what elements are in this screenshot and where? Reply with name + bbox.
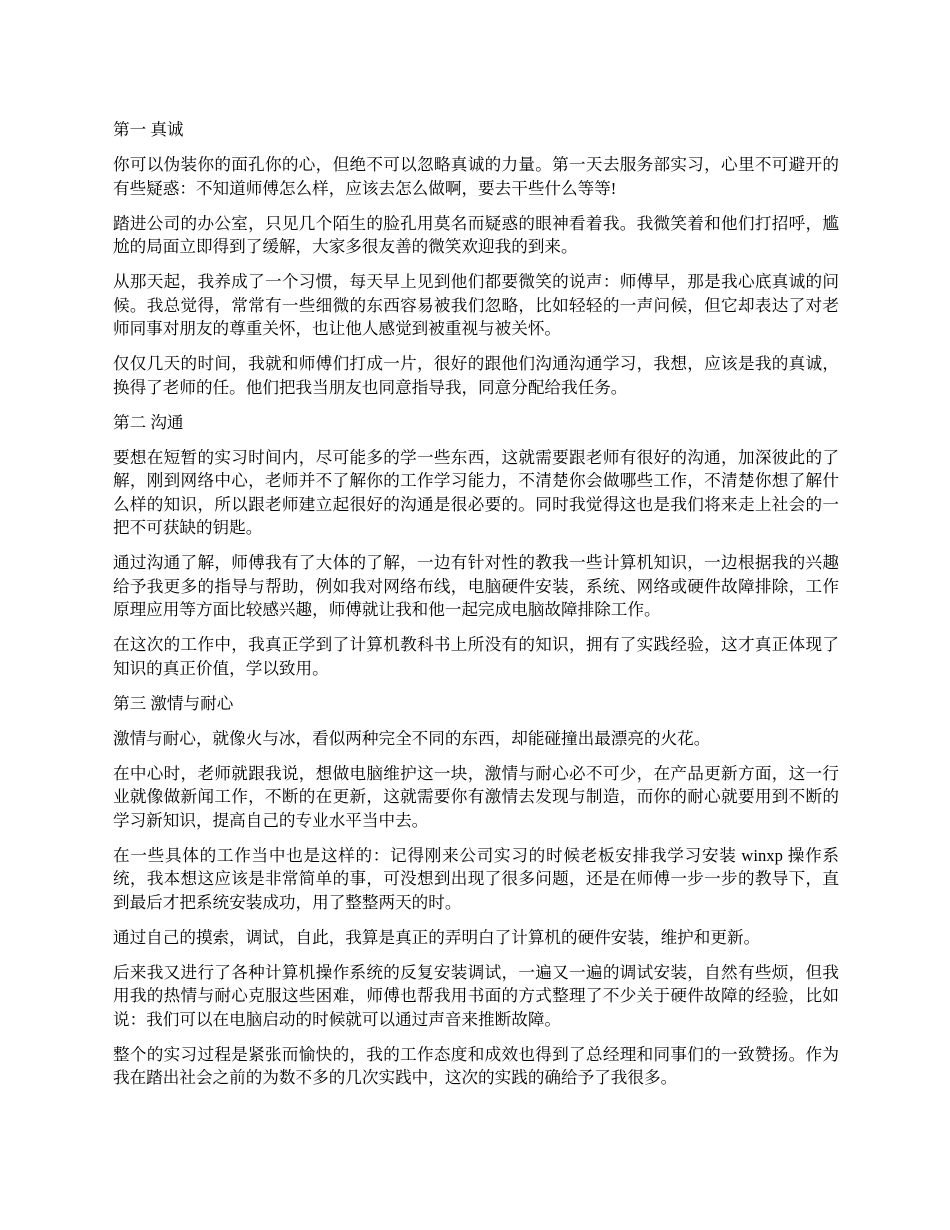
paragraph: 后来我又进行了各种计算机操作系统的反复安装调试，一遍又一遍的调试安装，自然有些烦，但我用我的热情与耐心克服这些困难，师傅也帮我用书面的方式整理了不少关于硬件故障的经验，比如说：我们可以在电脑启动的时候就可以通过声音来推断故障。 — [113, 962, 839, 1029]
paragraph: 你可以伪装你的面孔你的心，但绝不可以忽略真诚的力量。第一天去服务部实习，心里不可避开的有些疑惑：不知道师傅怎么样，应该去怎么做啊，要去干些什么等等! — [113, 155, 839, 198]
paragraph: 激情与耐心，就像火与冰，看似两种完全不同的东西，却能碰撞出最漂亮的火花。 — [113, 728, 711, 748]
paragraph: 通过自己的摸索，调试，自此，我算是真正的弄明白了计算机的硬件安装，维护和更新。 — [113, 927, 761, 947]
paragraph: 踏进公司的办公室，只见几个陌生的脸孔用莫名而疑惑的眼神看着我。我微笑着和他们打招呼，尴尬的局面立即得到了缓解，大家多很友善的微笑欢迎我的到来。 — [113, 213, 839, 256]
paragraph: 在中心时，老师就跟我说，想做电脑维护这一块，激情与耐心必不可少，在产品更新方面，这一行业就像做新闻工作，不断的在更新，这就需要你有激情去发现与制造，而你的耐心就要用到不断的学习新知识，提高自己的专业水平当中去。 — [113, 763, 839, 830]
paragraph: 在一些具体的工作当中也是这样的：记得刚来公司实习的时候老板安排我学习安装 winxp 操作系统，我本想这应该是非常简单的事，可没想到出现了很多问题，还是在师傅一步一步的教导下，直到最后才把系统安装成功，用了整整两天的时。 — [113, 845, 839, 912]
paragraph: 仅仅几天的时间，我就和师傅们打成一片，很好的跟他们沟通沟通学习，我想，应该是我的真诚，换得了老师的任。他们把我当朋友也同意指导我，同意分配给我任务。 — [113, 354, 839, 397]
section-heading-sincerity: 第一 真诚 — [113, 120, 184, 139]
section-heading-communication: 第二 沟通 — [113, 412, 184, 432]
paragraph: 在这次的工作中，我真正学到了计算机教科书上所没有的知识，拥有了实践经验，这才真正体现了知识的真正价值，学以致用。 — [113, 635, 839, 678]
paragraph: 通过沟通了解，师傅我有了大体的了解，一边有针对性的教我一些计算机知识，一边根据我的兴趣给予我更多的指导与帮助，例如我对网络布线，电脑硬件安装，系统、网络或硬件故障排除，工作原理应用等方面比较感兴趣，师傅就让我和他一起完成电脑故障排除工作。 — [113, 553, 839, 619]
document-page — [113, 118, 839, 1101]
paragraph: 从那天起，我养成了一个习惯，每天早上见到他们都要微笑的说声：师傅早，那是我心底真诚的问候。我总觉得，常常有一些细微的东西容易被我们忽略，比如轻轻的一声问候，但它却表达了对老师同事对朋友的尊重关怀，也让他人感觉到被重视与被关怀。 — [113, 272, 839, 338]
paragraph: 整个的实习过程是紧张而愉快的，我的工作态度和成效也得到了总经理和同事们的一致赞扬。作为我在踏出社会之前的为数不多的几次实践中，这次的实践的确给予了我很多。 — [113, 1044, 839, 1087]
section-heading-passion-patience: 第三 激情与耐心 — [113, 693, 234, 713]
paragraph: 要想在短暂的实习时间内，尽可能多的学一些东西，这就需要跟老师有很好的沟通，加深彼此的了解，刚到网络中心，老师并不了解你的工作学习能力，不清楚你会做哪些工作，不清楚你想了解什么样的知识，所以跟老师建立起很好的沟通是很必要的。同时我觉得这也是我们将来走上社会的一把不可获缺的钥匙。 — [113, 447, 839, 537]
